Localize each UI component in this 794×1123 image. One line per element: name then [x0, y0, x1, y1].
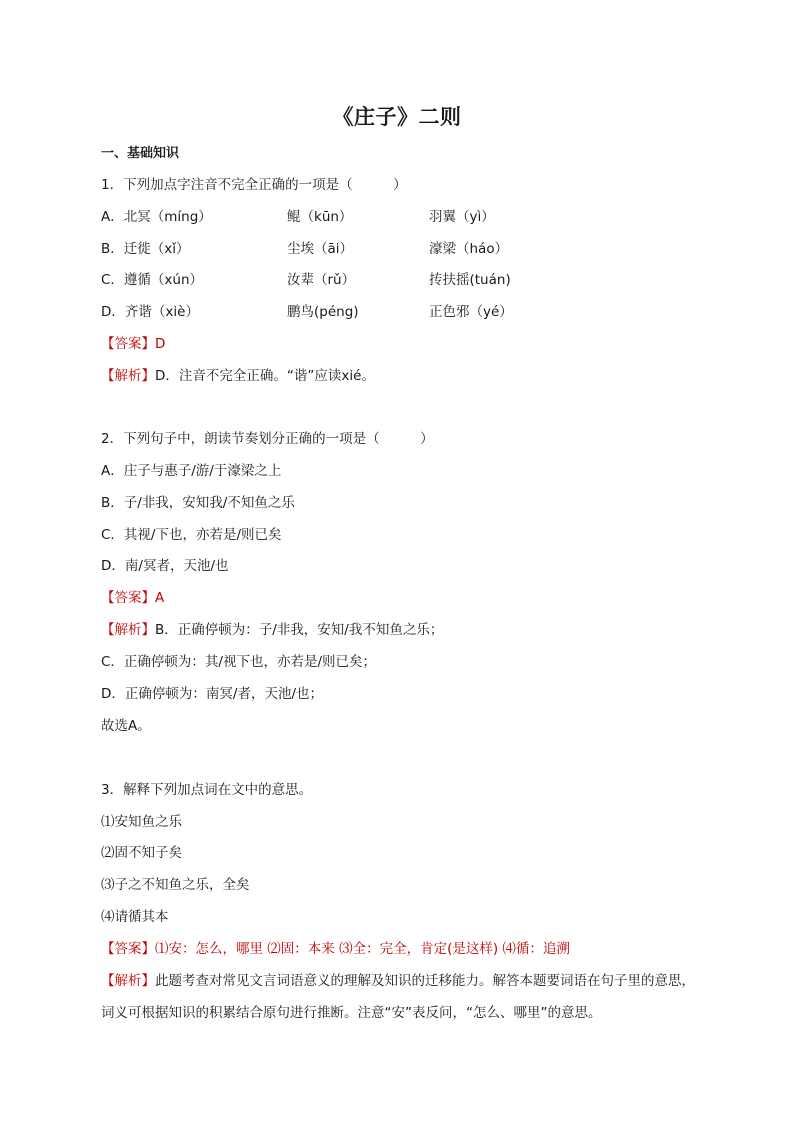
- q1-option-d-1: D．齐谐（xiè）: [101, 304, 199, 320]
- answer-tag: 【答案】: [101, 336, 155, 352]
- q3-item-4: ⑷请循其本: [101, 909, 169, 925]
- q1-option-d-2: 鹏鸟(péng): [287, 304, 359, 320]
- q1-answer: [101, 334, 165, 354]
- analysis-tag: 【解析】: [101, 973, 155, 989]
- q2-option-b: B．子/非我，安知我/不知鱼之乐: [101, 495, 295, 511]
- q2-answer: [101, 588, 164, 608]
- q2-analysis-c: C．正确停顿为：其/视下也，亦若是/则已矣；: [101, 654, 377, 670]
- q1-option-a-1: A．北冥（míng）: [101, 209, 212, 225]
- q3-answer: [101, 939, 570, 959]
- q3-stem: 3．解释下列加点词在文中的意思。: [101, 782, 313, 798]
- page-title: 《庄子》二则: [332, 105, 462, 129]
- answer-tag: 【答案】: [101, 590, 155, 606]
- q2-option-d: D．南/冥者，天池/也: [101, 558, 229, 574]
- answer-value: ⑴安：怎么，哪里 ⑵固：本来 ⑶全：完全，肯定(是这样) ⑷循：追溯: [155, 941, 570, 957]
- q3-analysis-line1: [101, 971, 695, 991]
- answer-tag: 【答案】: [101, 941, 155, 957]
- section-heading: 一、基础知识: [101, 146, 180, 161]
- q1-option-a-3: 羽翼（yì）: [429, 209, 495, 225]
- q2-analysis-b: [101, 620, 443, 640]
- q1-option-c-3: 抟扶摇(tuán): [429, 272, 511, 288]
- q1-option-d-3: 正色邪（yé）: [429, 304, 513, 320]
- analysis-tag: 【解析】: [101, 368, 155, 384]
- q3-item-3: ⑶子之不知鱼之乐，全矣: [101, 877, 250, 893]
- q3-item-2: ⑵固不知子矣: [101, 845, 182, 861]
- q1-option-b-3: 濠梁（háo）: [429, 241, 509, 257]
- q1-stem: 1．下列加点字注音不完全正确的一项是（ ）: [101, 177, 407, 193]
- q2-option-c: C．其视/下也，亦若是/则已矣: [101, 527, 282, 543]
- q2-option-a: A．庄子与惠子/游/于濠梁之上: [101, 463, 282, 479]
- answer-value: D: [155, 336, 166, 352]
- analysis-tag: 【解析】: [101, 622, 155, 638]
- q1-option-b-2: 尘埃（āi）: [287, 241, 354, 257]
- q3-analysis-line2: 词义可根据知识的积累结合原句进行推断。注意“安”表反问，“怎么、哪里”的意思。: [101, 1005, 602, 1021]
- q1-option-c-2: 汝辈（rǔ）: [287, 272, 356, 288]
- q1-option-c-1: C．遵循（xún）: [101, 272, 204, 288]
- q1-analysis: [101, 366, 375, 386]
- analysis-text: B．正确停顿为：子/非我，安知/我不知鱼之乐；: [155, 622, 444, 638]
- q1-option-b-1: B．迁徙（xǐ）: [101, 241, 190, 257]
- analysis-text: D．注音不完全正确。“谐”应读xié。: [155, 368, 375, 384]
- q2-stem: 2．下列句子中，朗读节奏划分正确的一项是（ ）: [101, 431, 434, 447]
- q1-option-a-2: 鲲（kūn）: [287, 209, 353, 225]
- analysis-text: 此题考查对常见文言词语意义的理解及知识的迁移能力。解答本题要词语在句子里的意思，: [155, 973, 695, 989]
- q3-item-1: ⑴安知鱼之乐: [101, 814, 182, 830]
- q2-conclusion: 故选A。: [101, 718, 151, 734]
- answer-value: A: [155, 590, 165, 606]
- q2-analysis-d: D．正确停顿为：南冥/者，天池/也；: [101, 686, 323, 702]
